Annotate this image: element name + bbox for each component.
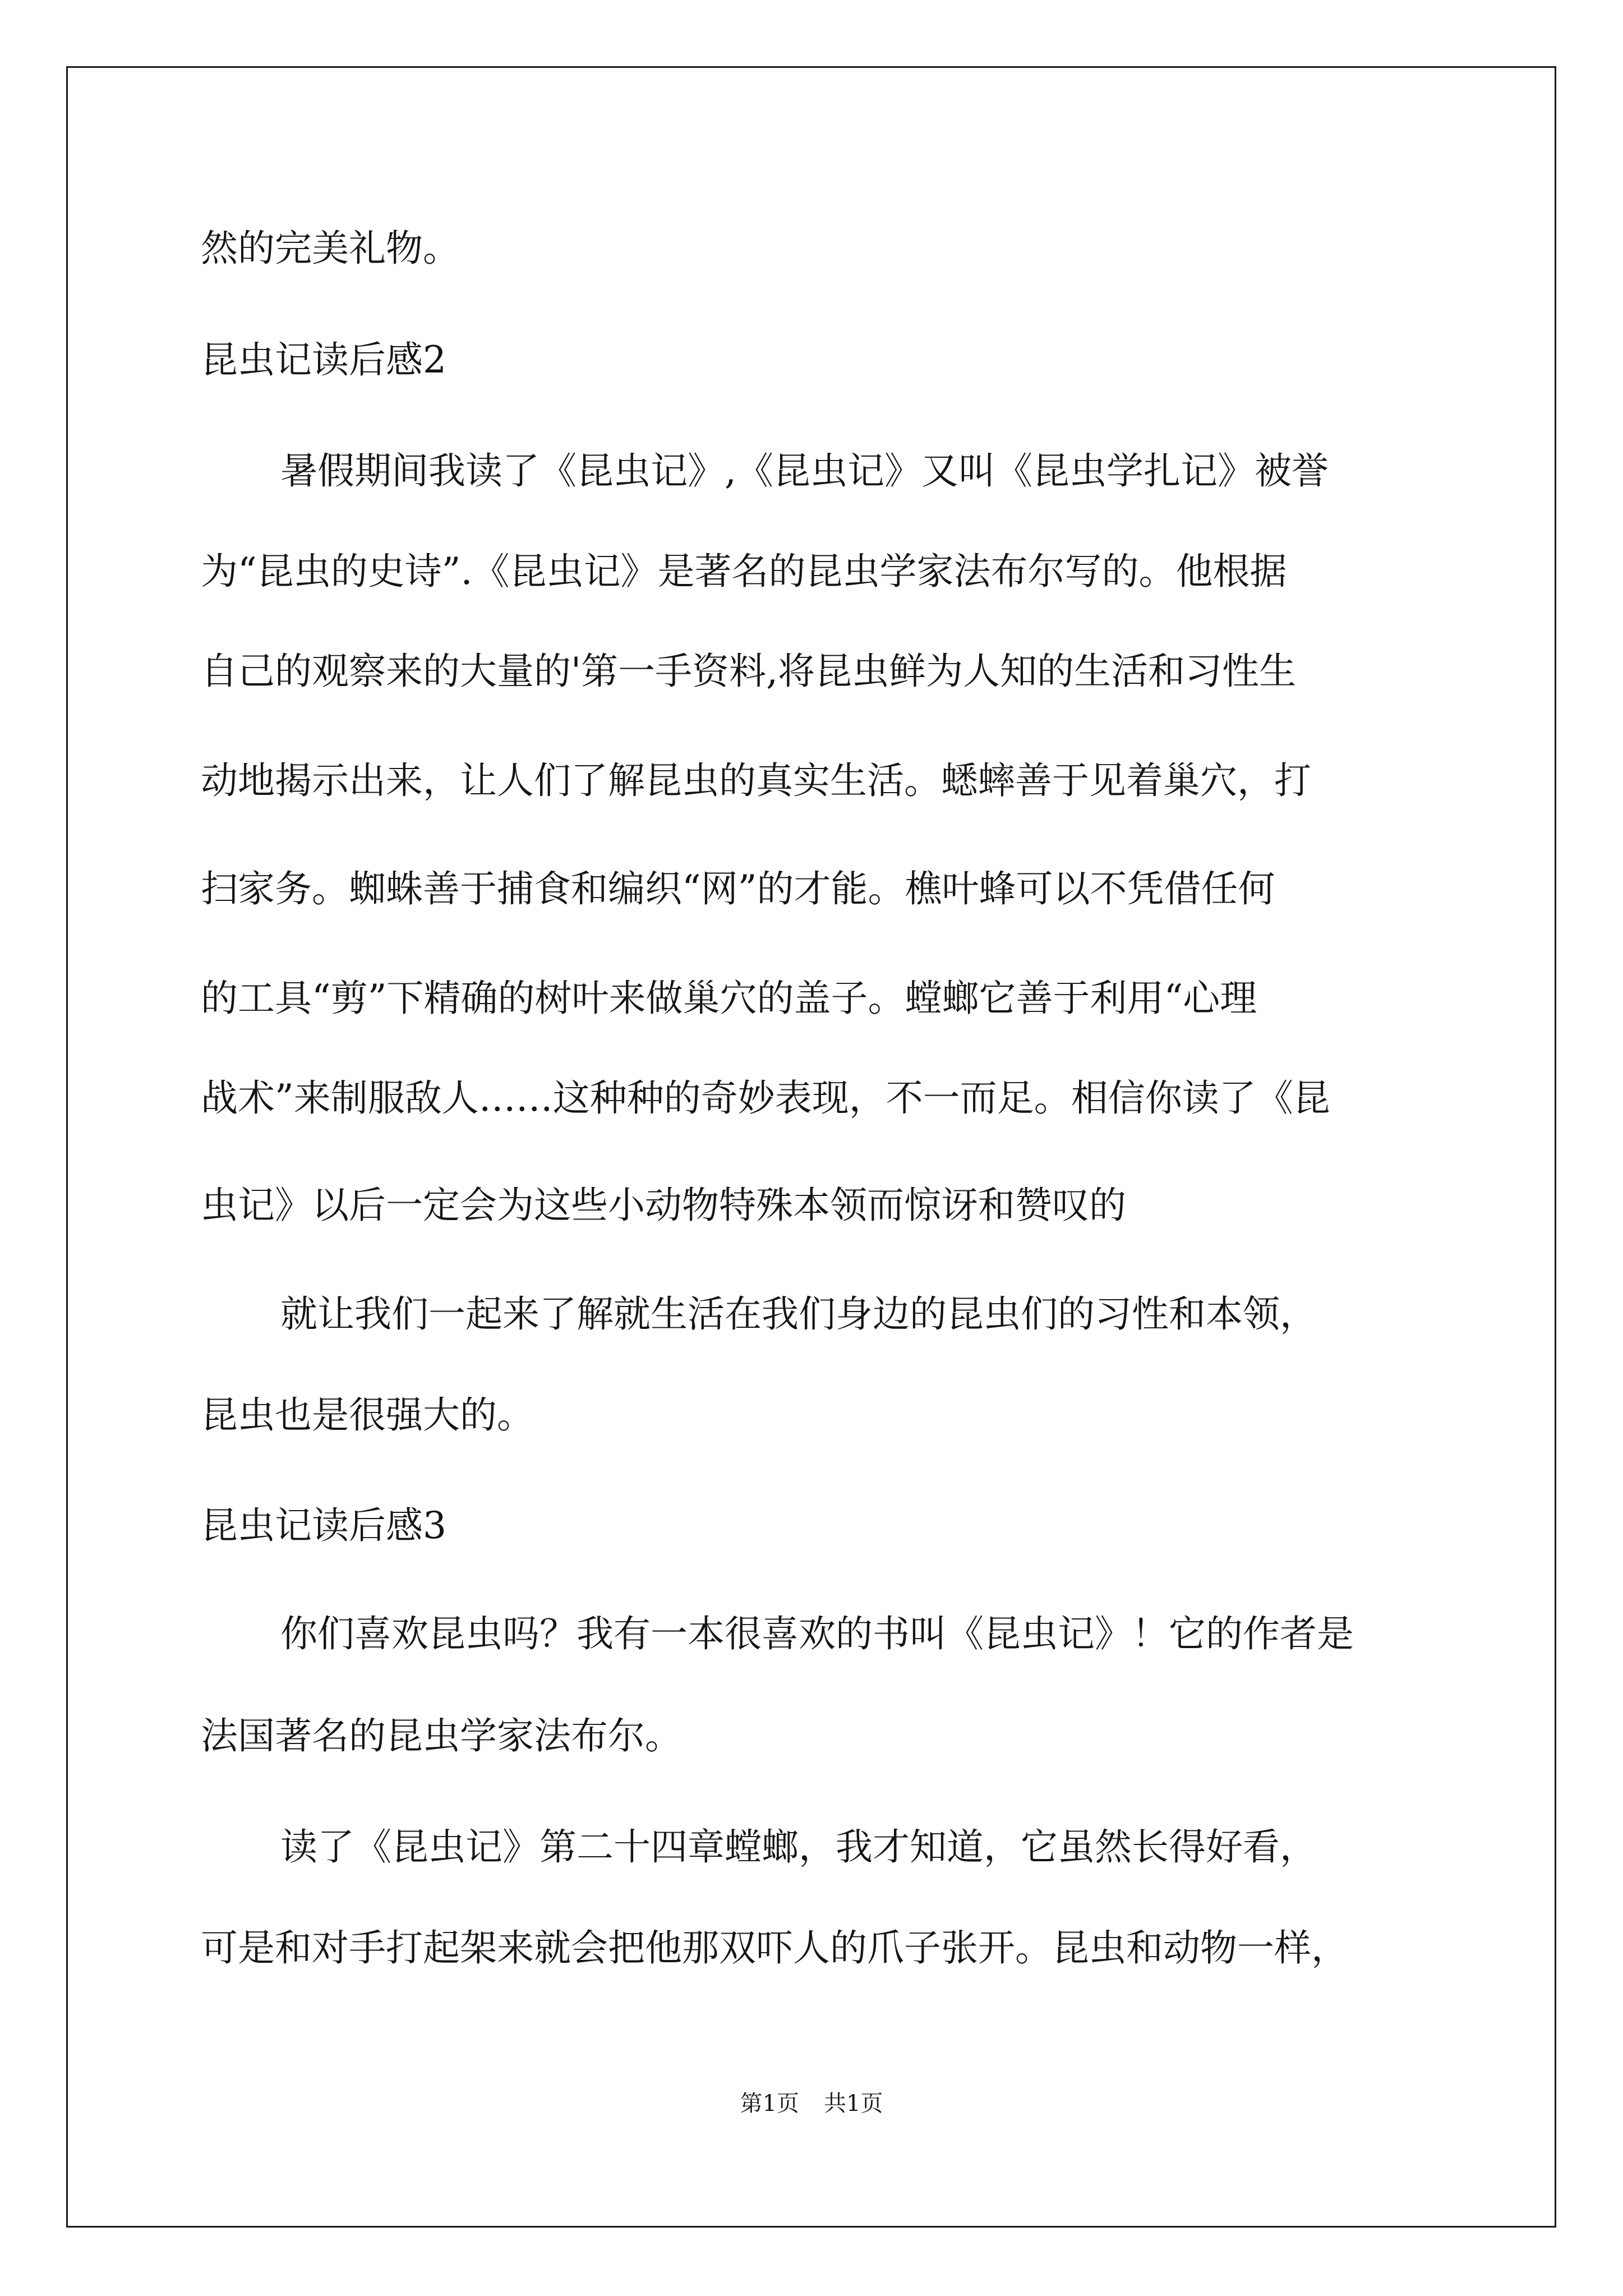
body-line: 然的完美礼物。 <box>201 227 460 270</box>
body-line: 法国著名的昆虫学家法布尔。 <box>201 1714 682 1757</box>
body-line: 可是和对手打起架来就会把他那双吓人的爪子张开。昆虫和动物一样， <box>201 1926 1348 1970</box>
body-line: 虫记》以后一定会为这些小动物特殊本领而惊讶和赞叹的 <box>201 1184 1126 1227</box>
section-heading: 昆虫记读后感2 <box>201 338 446 381</box>
page-number: 第1页 <box>740 2091 799 2116</box>
page-border <box>66 66 1556 2228</box>
body-line: 昆虫也是很强大的。 <box>201 1393 534 1437</box>
paragraph-first-line: 你们喜欢昆虫吗？我有一本很喜欢的书叫《昆虫记》！它的作者是 <box>280 1612 1354 1655</box>
paragraph-first-line: 暑假期间我读了《昆虫记》,《昆虫记》又叫《昆虫学扎记》被誉 <box>280 449 1329 493</box>
page-total: 共1页 <box>824 2091 883 2116</box>
body-line: 动地揭示出来，让人们了解昆虫的真实生活。蟋蟀善于见着巢穴，打 <box>201 759 1311 802</box>
body-line: 为“昆虫的史诗”.《昆虫记》是著名的昆虫学家法布尔写的。他根据 <box>201 550 1287 593</box>
body-line: 战术”来制服敌人……这种种的奇妙表现，不一而足。相信你读了《昆 <box>201 1076 1330 1120</box>
paragraph-first-line: 就让我们一起来了解就生活在我们身边的昆虫们的习性和本领， <box>280 1292 1317 1336</box>
body-line: 的工具“剪”下精确的树叶来做巢穴的盖子。螳螂它善于利用“心理 <box>201 977 1257 1020</box>
body-line: 扫家务。蜘蛛善于捕食和编织“网”的才能。樵叶蜂可以不凭借任何 <box>201 867 1275 910</box>
body-line: 自己的观察来的大量的'第一手资料,将昆虫鲜为人知的生活和习性生 <box>201 650 1297 693</box>
paragraph-first-line: 读了《昆虫记》第二十四章螳螂，我才知道，它虽然长得好看， <box>280 1825 1317 1869</box>
page-footer <box>0 2087 1623 2120</box>
section-heading: 昆虫记读后感3 <box>201 1504 446 1547</box>
